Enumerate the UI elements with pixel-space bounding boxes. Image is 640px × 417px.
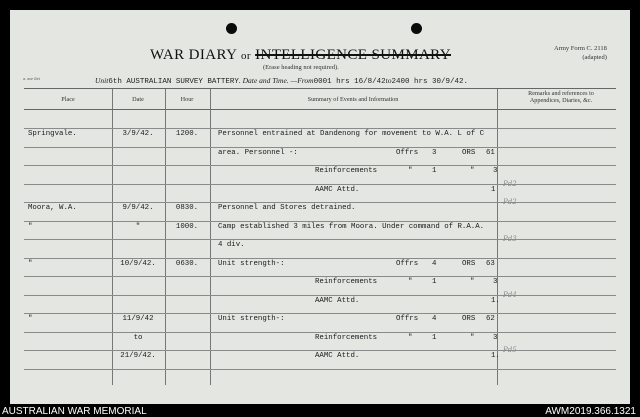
hour-cell: 0830. xyxy=(175,204,199,212)
hour-cell: 1000. xyxy=(175,223,199,231)
aamc-count: 1. xyxy=(491,297,500,305)
row-rule xyxy=(24,258,616,259)
summary-label: AAMC Attd. xyxy=(315,297,360,305)
punch-hole xyxy=(411,23,422,34)
ditto-mark: " xyxy=(408,334,413,342)
ditto-mark: " xyxy=(408,278,413,286)
army-form-label: Army Form C. 2118 (adapted) xyxy=(554,45,607,61)
date-cell: 21/9/42. xyxy=(120,352,156,360)
handwritten-remark: Pd4 xyxy=(503,291,517,299)
ors-count: 61 xyxy=(486,149,495,157)
row-rule xyxy=(24,128,616,129)
column-rule xyxy=(165,88,166,385)
summary-text: Personnel and Stores detrained. xyxy=(218,204,356,212)
row-rule xyxy=(24,350,616,351)
hour-cell: 0630. xyxy=(175,260,199,268)
place-cell: Moora, W.A. xyxy=(28,204,77,212)
reinf-ors-count: 3 xyxy=(493,334,498,342)
summary-text: Personnel entrained at Dandenong for movement to W.A. L of C xyxy=(218,130,485,138)
offrs-label: Offrs xyxy=(396,149,419,157)
reinf-ors-count: 3 xyxy=(493,167,498,175)
place-cell: Springvale. xyxy=(28,130,77,138)
ditto-mark: " xyxy=(470,278,475,286)
column-header-remarks: Appendices, Diaries, &c. xyxy=(529,97,593,104)
ors-count: 62 xyxy=(486,315,495,323)
row-rule xyxy=(24,276,616,277)
hour-cell: 1200. xyxy=(175,130,199,138)
ditto-mark: " xyxy=(470,167,475,175)
offrs-count: 3 xyxy=(432,149,437,157)
handwritten-remark: Pd3 xyxy=(503,235,517,243)
ors-label: ORS xyxy=(462,260,476,268)
row-rule xyxy=(24,147,616,148)
aamc-count: 1 xyxy=(491,186,496,194)
summary-text: area. Personnel -: xyxy=(218,149,298,157)
row-rule xyxy=(24,221,616,222)
column-header-remarks: Remarks and references to xyxy=(528,90,594,97)
summary-label: Reinforcements xyxy=(315,278,378,286)
aamc-count: 1. xyxy=(491,352,500,360)
row-rule xyxy=(24,369,616,370)
row-rule xyxy=(24,184,616,185)
ors-count: 63 xyxy=(486,260,495,268)
row-rule xyxy=(24,239,616,240)
date-cell: 11/9/42 xyxy=(122,315,154,323)
place-cell: " xyxy=(28,315,33,323)
date-cell: 10/9/42. xyxy=(120,260,156,268)
ors-label: ORS xyxy=(462,315,476,323)
row-rule xyxy=(24,165,616,166)
date-cell: " xyxy=(135,223,141,231)
date-cell: 3/9/42. xyxy=(122,130,154,138)
reinf-offrs-count: 1 xyxy=(432,278,437,286)
ditto-mark: " xyxy=(470,334,475,342)
subtitle: (Erase heading not required). xyxy=(263,64,339,71)
column-header-hour: Hour xyxy=(180,96,194,103)
row-rule xyxy=(24,313,616,314)
place-cell: " xyxy=(28,260,33,268)
summary-label: AAMC Attd. xyxy=(315,186,360,194)
row-rule xyxy=(24,202,616,203)
place-cell: " xyxy=(28,223,33,231)
date-cell: to xyxy=(133,334,143,342)
footer-reference: AWM2019.366.1321 xyxy=(545,406,636,417)
offrs-label: Offrs xyxy=(396,315,419,323)
summary-text: Unit strength-: xyxy=(218,315,285,323)
summary-label: Reinforcements xyxy=(315,167,378,175)
offrs-count: 4 xyxy=(432,260,437,268)
ditto-mark: " xyxy=(408,167,413,175)
summary-label: Reinforcements xyxy=(315,334,378,342)
column-header-place: Place xyxy=(61,96,75,103)
diary-page xyxy=(10,10,630,404)
row-rule xyxy=(24,332,616,333)
handwritten-remark: Pd5 xyxy=(503,346,517,354)
reinf-offrs-count: 1 xyxy=(432,334,437,342)
handwritten-remark: Pd2 xyxy=(503,180,517,188)
column-header-summary: Summary of Events and Information xyxy=(307,96,399,103)
column-header-date: Date xyxy=(132,96,144,103)
summary-label: AAMC Attd. xyxy=(315,352,360,360)
offrs-label: Offrs xyxy=(396,260,419,268)
column-rule xyxy=(112,88,113,385)
summary-text: Unit strength-: xyxy=(218,260,285,268)
punch-hole xyxy=(226,23,237,34)
row-rule xyxy=(24,109,616,110)
handwritten-remark: Pd2 xyxy=(503,198,517,206)
summary-text: 4 div. xyxy=(218,241,245,249)
offrs-count: 4 xyxy=(432,315,437,323)
row-rule xyxy=(24,88,616,89)
column-rule xyxy=(210,88,211,385)
tiny-note: a. ase tlet xyxy=(23,76,40,81)
page-title: WAR DIARY or INTELLIGENCE SUMMARY xyxy=(150,47,451,63)
reinf-offrs-count: 1 xyxy=(432,167,437,175)
footer-credit: AUSTRALIAN WAR MEMORIAL xyxy=(2,406,147,417)
summary-text: Camp established 3 miles from Moora. Under command of R.A.A. xyxy=(218,223,485,231)
date-cell: 9/9/42. xyxy=(122,204,154,212)
unit-line: Unit6th AUSTRALIAN SURVEY BATTERY. Date and Time. —From0001 hrs 16/8/42to2400 hrs 30/9/42. xyxy=(95,76,468,86)
reinf-ors-count: 3 xyxy=(493,278,498,286)
ors-label: ORS xyxy=(462,149,476,157)
row-rule xyxy=(24,295,616,296)
